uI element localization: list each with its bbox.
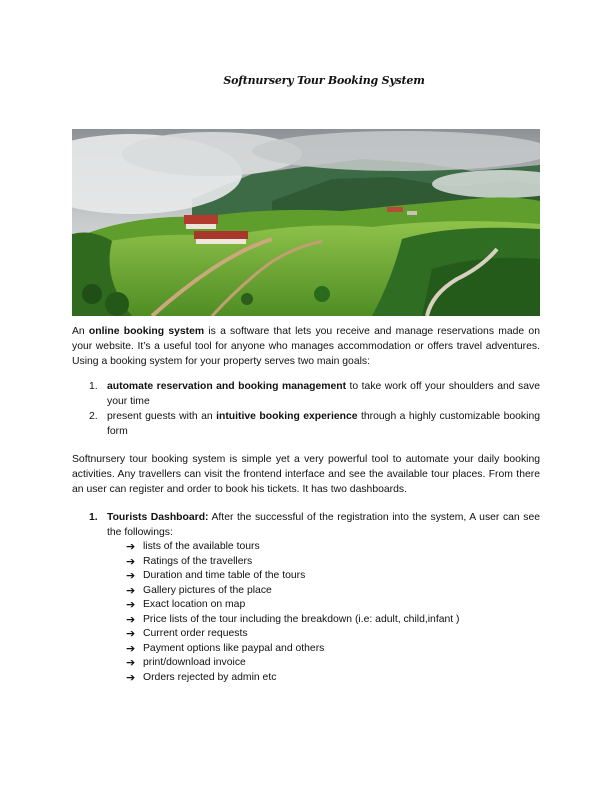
feature-list [72, 540, 540, 685]
feature-item-label: Gallery pictures of the place [143, 584, 272, 596]
dashboard-title: Tourists Dashboard: [107, 512, 209, 523]
feature-item [72, 540, 540, 555]
feature-item-label: Payment options like paypal and others [143, 642, 325, 654]
feature-item [72, 656, 540, 671]
landscape-illustration [72, 129, 540, 316]
feature-item [72, 627, 540, 642]
goal-text-pre: present guests with an [107, 411, 217, 422]
document-title: Softnursery Tour Booking System [223, 74, 425, 87]
arrow-right-icon: ➔ [126, 599, 136, 611]
summary-paragraph: Softnursery tour booking system is simple yet a very powerful tool to automate your daily booking activities. Any travellers can visit the frontend interface and see the available tour places. From there an user can register and order to book his tickets. It has two dashboards. [72, 454, 540, 495]
feature-item-label: Ratings of the travellers [143, 555, 253, 567]
goal-number: 2. [89, 411, 98, 422]
feature-item [72, 569, 540, 584]
feature-item-label: lists of the available tours [143, 541, 260, 552]
arrow-right-icon: ➔ [126, 671, 136, 684]
goal-text-rest: through a highly customizable booking form [107, 411, 540, 437]
tourists-dashboard-section [72, 510, 540, 685]
feature-item-label: Price lists of the tour including the breakdown (i.e: adult, child,infant ) [143, 613, 460, 625]
arrow-right-icon: ➔ [126, 584, 136, 597]
goals-list [72, 379, 540, 439]
goal-item [72, 409, 540, 439]
arrow-right-icon: ➔ [126, 628, 136, 640]
feature-item-label: Current order requests [143, 628, 248, 639]
arrow-right-icon: ➔ [126, 642, 136, 655]
intro-paragraph [72, 324, 540, 369]
feature-item [72, 613, 540, 628]
goal-number: 1. [89, 381, 98, 392]
intro-text-rest: is a software that lets you receive and manage reservations made on your website. It’s a useful tool for anyone who manages accommodation or offers travel adventures. Using a booking system for your property serves two main goals: [72, 326, 540, 367]
feature-item [72, 555, 540, 570]
goal-item [72, 379, 540, 409]
feature-item [72, 584, 540, 599]
feature-item [72, 642, 540, 657]
intro-bold-term: online booking system [88, 326, 205, 337]
hero-image [72, 129, 540, 316]
dashboard-description: After the successful of the registration into the system, A user can see the followings: [107, 512, 541, 538]
feature-item-label: Exact location on map [143, 599, 246, 610]
dashboard-number: 1. [89, 512, 98, 523]
arrow-right-icon: ➔ [126, 613, 136, 626]
feature-item-label: Orders rejected by admin etc [143, 671, 277, 683]
feature-item-label: print/download invoice [143, 657, 246, 668]
arrow-right-icon: ➔ [126, 555, 136, 568]
goal-bold-text: intuitive booking experience [216, 411, 358, 422]
feature-item [72, 598, 540, 613]
feature-item-label: Duration and time table of the tours [143, 570, 306, 581]
arrow-right-icon: ➔ [126, 541, 136, 553]
goal-bold-text: automate reservation and booking management [107, 381, 347, 392]
goal-text-rest: to take work off your shoulders and save your time [107, 381, 540, 407]
arrow-right-icon: ➔ [126, 570, 136, 582]
arrow-right-icon: ➔ [126, 657, 136, 669]
intro-text-start: An [72, 326, 89, 337]
feature-item [72, 671, 540, 686]
dashboard-heading [72, 510, 540, 540]
